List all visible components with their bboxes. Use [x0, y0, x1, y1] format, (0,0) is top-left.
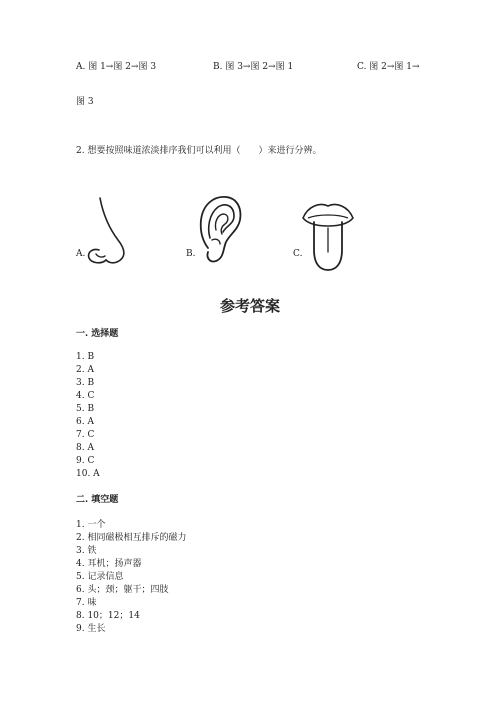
option-c-continued-text: 图 3	[76, 97, 94, 107]
list-item: 7. 味	[76, 598, 97, 608]
question-2-text: 2. 想要按照味道浓淡排序我们可以利用（ ）来进行分辨。	[76, 146, 322, 156]
list-item: 3. 铁	[76, 546, 97, 556]
list-item: 3. B	[76, 378, 95, 388]
list-item: 5. B	[76, 404, 95, 414]
list-item: 5. 记录信息	[76, 572, 124, 582]
section-1-answer-list	[76, 351, 100, 481]
list-item: 4. C	[76, 391, 95, 401]
option-c-text: C. 图 2→图 1→	[357, 62, 420, 72]
option-a-label: A.	[76, 249, 86, 259]
list-item: 2. A	[76, 365, 94, 375]
list-item: 10. A	[76, 469, 100, 479]
option-b-text: B. 图 3→图 2→图 1	[213, 62, 294, 72]
list-item: 6. 头；颈；躯干；四肢	[76, 585, 169, 595]
option-a-text: A. 图 1→图 2→图 3	[76, 62, 157, 72]
ear-icon	[196, 194, 244, 266]
option-c-label: C.	[293, 249, 303, 259]
list-item: 1. 一个	[76, 520, 106, 530]
list-item: 4. 耳机；扬声器	[76, 559, 142, 569]
tongue-icon	[300, 200, 356, 272]
list-item: 7. C	[76, 430, 95, 440]
option-b-label: B.	[186, 249, 196, 259]
list-item: 9. C	[76, 456, 95, 466]
section-2-heading: 二. 填空题	[76, 495, 119, 505]
list-item: 8. 10；12；14	[76, 611, 140, 621]
list-item: 1. B	[76, 352, 95, 362]
list-item: 6. A	[76, 417, 94, 427]
section-1-heading: 一. 选择题	[76, 329, 119, 339]
section-2-answer-list	[76, 519, 186, 636]
list-item: 8. A	[76, 443, 94, 453]
nose-icon	[84, 196, 134, 268]
answer-key-title: 参考答案	[219, 297, 280, 315]
list-item: 9. 生长	[76, 624, 106, 634]
list-item: 2. 相同磁极相互排斥的磁力	[76, 533, 187, 543]
